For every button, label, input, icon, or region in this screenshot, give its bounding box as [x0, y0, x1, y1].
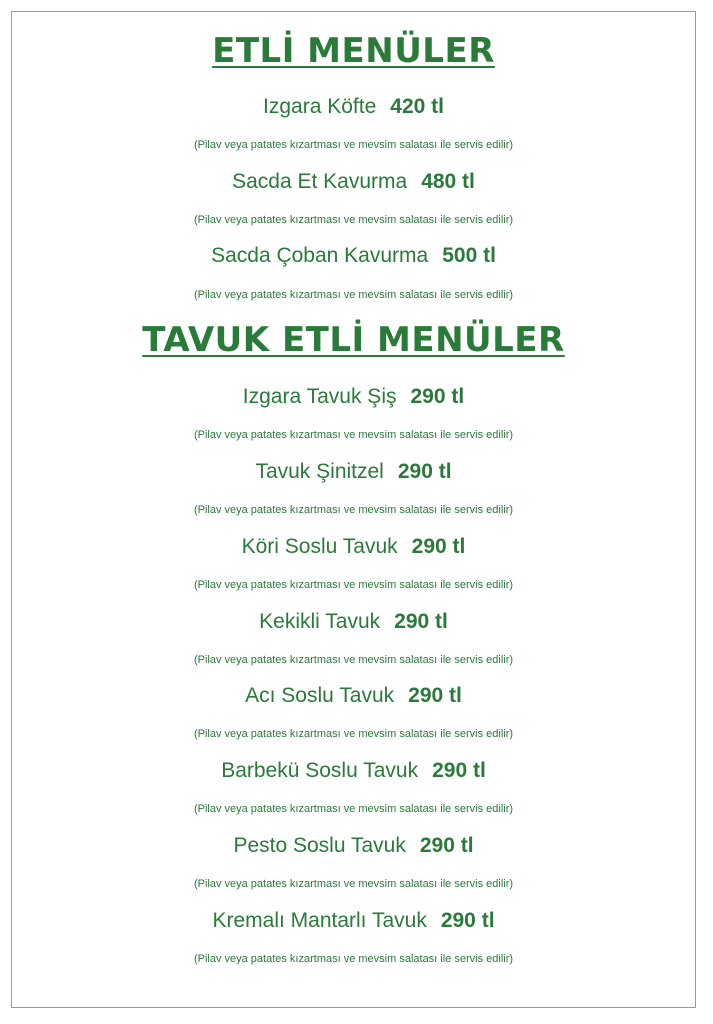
menu-item [11, 94, 696, 120]
menu-item-price: 290 tl [419, 834, 474, 857]
menu-item-name: Izgara Tavuk Şiş [242, 385, 397, 408]
menu-item-name: Köri Soslu Tavuk [241, 535, 398, 558]
menu-item-name: Kremalı Mantarlı Tavuk [212, 909, 427, 932]
menu-item [11, 534, 696, 560]
menu-item-price: 290 tl [410, 385, 465, 408]
menu-item [11, 243, 696, 269]
menu-item-note: (Pilav veya patates kızartması ve mevsim salatası ile servis edilir) [193, 139, 514, 151]
menu-item-note: (Pilav veya patates kızartması ve mevsim salatası ile servis edilir) [193, 579, 514, 591]
menu-item-price: 500 tl [442, 244, 496, 267]
menu-item-note: (Pilav veya patates kızartması ve mevsim salatası ile servis edilir) [193, 878, 514, 890]
menu-item-name: Sacda Et Kavurma [232, 170, 408, 193]
menu-item-name: Pesto Soslu Tavuk [233, 834, 406, 857]
menu-item-price: 480 tl [421, 170, 475, 193]
menu-item-name: Tavuk Şinitzel [255, 460, 384, 483]
menu-item-price: 420 tl [390, 95, 444, 118]
menu-item-name: Barbekü Soslu Tavuk [221, 759, 419, 782]
menu-item-note: (Pilav veya patates kızartması ve mevsim salatası ile servis edilir) [193, 504, 514, 516]
menu-page [11, 11, 696, 1008]
menu-item-name: Sacda Çoban Kavurma [211, 244, 429, 267]
menu-item-name: Kekikli Tavuk [259, 610, 381, 633]
menu-item [11, 908, 696, 934]
section-title-meat-menus: ETLİ MENÜLER [212, 31, 495, 71]
menu-item-note: (Pilav veya patates kızartması ve mevsim salatası ile servis edilir) [193, 429, 514, 441]
menu-item-price: 290 tl [432, 759, 486, 782]
menu-item [11, 459, 696, 485]
menu-item-price: 290 tl [397, 460, 452, 483]
menu-item-price: 290 tl [440, 909, 495, 932]
menu-item [11, 683, 696, 709]
section-title-chicken-menus: TAVUK ETLİ MENÜLER [142, 320, 565, 360]
menu-item-name: Izgara Köfte [263, 95, 377, 118]
menu-item-note: (Pilav veya patates kızartması ve mevsim salatası ile servis edilir) [193, 728, 514, 740]
menu-item-note: (Pilav veya patates kızartması ve mevsim salatası ile servis edilir) [193, 803, 514, 815]
menu-item-name: Acı Soslu Tavuk [245, 684, 395, 707]
menu-item-price: 290 tl [408, 684, 462, 707]
menu-item-note: (Pilav veya patates kızartması ve mevsim salatası ile servis edilir) [193, 214, 514, 226]
menu-item [11, 833, 696, 859]
menu-item-price: 290 tl [411, 535, 466, 558]
menu-item-note: (Pilav veya patates kızartması ve mevsim salatası ile servis edilir) [193, 654, 514, 666]
menu-item-price: 290 tl [394, 610, 448, 633]
menu-item [11, 758, 696, 784]
menu-item-note: (Pilav veya patates kızartması ve mevsim salatası ile servis edilir) [193, 953, 514, 965]
menu-item [11, 384, 696, 410]
menu-item-note: (Pilav veya patates kızartması ve mevsim salatası ile servis edilir) [193, 289, 514, 301]
menu-item [11, 169, 696, 195]
menu-item [11, 609, 696, 635]
